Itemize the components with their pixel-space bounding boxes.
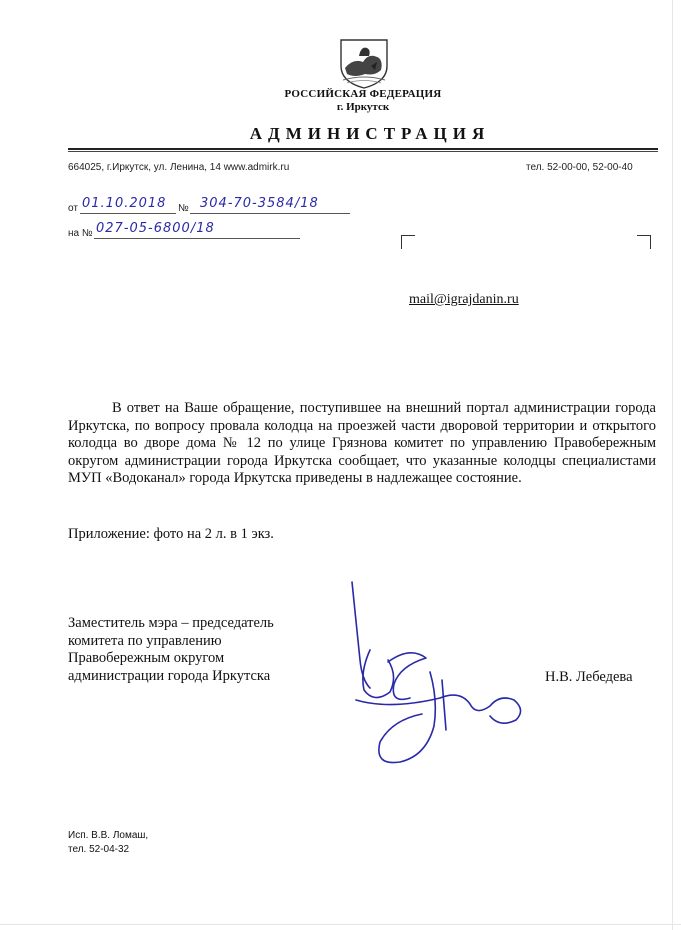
- coat-of-arms-icon: [335, 36, 393, 90]
- executor-name: Исп. В.В. Ломаш,: [68, 830, 149, 841]
- recipient-bracket-tr: [637, 235, 651, 236]
- header-address: 664025, г.Иркутск, ул. Ленина, 14 www.admirk.ru: [68, 162, 290, 173]
- executor-phone: тел. 52-04-32: [68, 844, 130, 855]
- recipient-bracket-tl: [401, 235, 415, 236]
- signatory-line-3: Правобережным округом: [68, 650, 225, 666]
- recipient-email-link[interactable]: mail@igrajdanin.ru: [409, 292, 519, 307]
- ref-number-label: №: [178, 203, 189, 214]
- body-paragraph: В ответ на Ваше обращение, поступившее на внешний портал администрации города Иркутска, по вопросу провала колодца на проезжей части дворовой территории и открытого колодца во дворе дома № 12 по улице Грязнова комитет по управлению Правобережным округом администрации города Иркутска сообщает, что указанные колодцы специалистами МУП «Водоканал» города Иркутска приведены в надлежащее состояние.: [68, 400, 656, 486]
- header-phones: тел. 52-00-00, 52-00-40: [526, 162, 633, 173]
- ref-from-label: от: [68, 203, 78, 214]
- header-divider: [68, 148, 658, 150]
- page-edge-bottom: [0, 924, 681, 925]
- handwritten-signature: [330, 580, 540, 780]
- recipient-bracket-tr-v: [650, 235, 651, 249]
- ref-on-line: [94, 238, 300, 239]
- ref-number: 304-70-3584/18: [200, 196, 319, 211]
- signatory-line-4: администрации города Иркутска: [68, 667, 271, 684]
- header-city: г. Иркутск: [336, 101, 390, 113]
- ref-on-number: 027-05-6800/18: [96, 221, 215, 236]
- signatory-name: Н.В. Лебедева: [545, 669, 633, 685]
- attachment-note: Приложение: фото на 2 л. в 1 экз.: [68, 526, 274, 542]
- ref-date: 01.10.2018: [82, 196, 167, 211]
- header-divider-thin: [68, 151, 658, 152]
- ref-date-line: [80, 213, 176, 214]
- ref-number-line: [190, 213, 350, 214]
- ref-on-label: на №: [68, 228, 93, 239]
- signatory-title: [68, 615, 274, 685]
- signatory-line-1: Заместитель мэра – председатель: [68, 615, 274, 631]
- header-country: РОССИЙСКАЯ ФЕДЕРАЦИЯ: [284, 88, 442, 100]
- signatory-line-2: комитета по управлению: [68, 632, 222, 649]
- recipient-bracket-tl-v: [401, 235, 402, 249]
- page-edge-right: [672, 0, 673, 930]
- letter-body: [68, 400, 656, 488]
- header-org-title: АДМИНИСТРАЦИЯ: [249, 124, 491, 143]
